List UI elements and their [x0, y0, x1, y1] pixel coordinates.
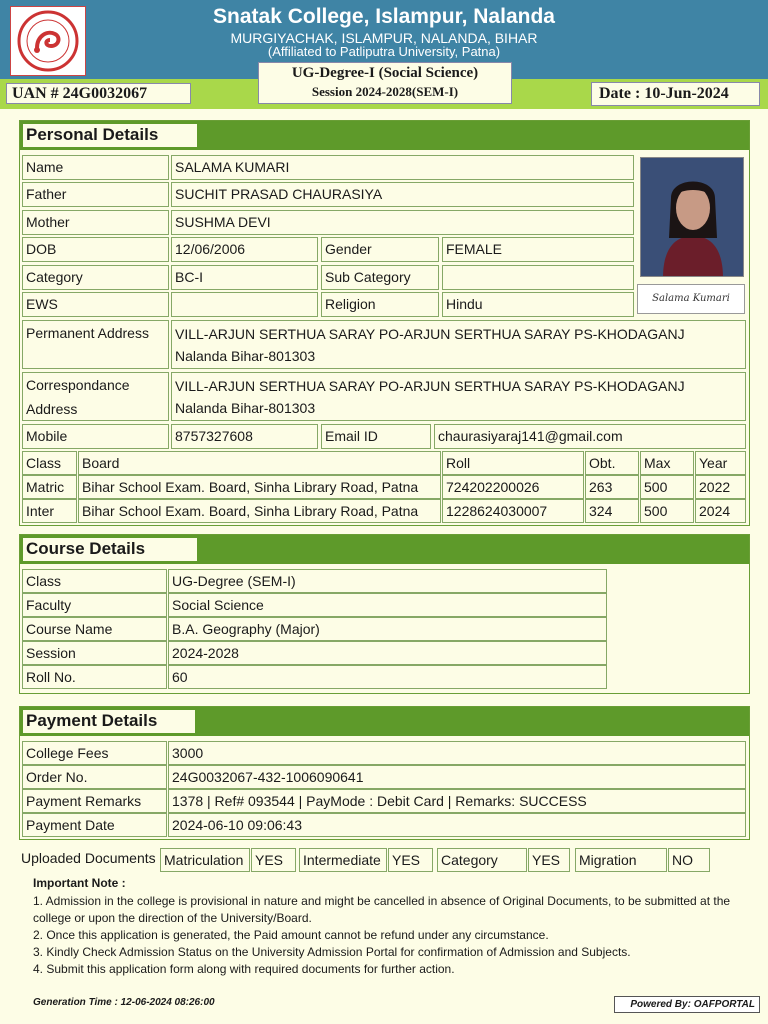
correspondance-address-label: Correspondance Address — [22, 372, 169, 421]
mobile-label: Mobile — [22, 424, 169, 449]
edu-inter-max: 500 — [640, 499, 694, 523]
edu-matric-year: 2022 — [695, 475, 746, 499]
course-class-value: UG-Degree (SEM-I) — [168, 569, 607, 593]
signature-image: Salama Kumari — [637, 284, 745, 314]
edu-matric-board: Bihar School Exam. Board, Sinha Library Road, Patna — [78, 475, 441, 499]
dob-label: DOB — [22, 237, 169, 262]
name-value: SALAMA KUMARI — [171, 155, 634, 180]
permanent-address-line-1: VILL-ARJUN SERTHUA SARAY PO-ARJUN SERTHUA SARAY PS-KHODAGANJ — [175, 326, 685, 342]
doc-matriculation-status: YES — [251, 848, 296, 872]
father-label: Father — [22, 182, 169, 207]
doc-migration-status: NO — [668, 848, 710, 872]
date-text: Date : 10-Jun-2024 — [591, 82, 760, 106]
applicant-photo — [640, 157, 744, 277]
college-affiliation: (Affiliated to Patliputra University, Patna) — [267, 44, 501, 59]
course-title: UG-Degree-I (Social Science) — [291, 65, 479, 81]
edu-matric-max: 500 — [640, 475, 694, 499]
edu-matric-class: Matric — [22, 475, 77, 499]
course-class-label: Class — [22, 569, 167, 593]
email-value: chaurasiyaraj141@gmail.com — [434, 424, 746, 449]
edu-header-max: Max — [640, 451, 694, 475]
payment-date-label: Payment Date — [22, 813, 167, 837]
section-header — [20, 707, 749, 736]
edu-inter-class: Inter — [22, 499, 77, 523]
edu-header-class: Class — [22, 451, 77, 475]
doc-category-status: YES — [528, 848, 570, 872]
permanent-address-value — [171, 320, 746, 369]
uploaded-documents-label: Uploaded Documents — [21, 850, 156, 866]
edu-matric-roll: 724202200026 — [442, 475, 584, 499]
order-no-value: 24G0032067-432-1006090641 — [168, 765, 746, 789]
category-label: Category — [22, 265, 169, 290]
dob-value: 12/06/2006 — [171, 237, 318, 262]
note-line-4: 4. Submit this application form along with required documents for further action. — [33, 962, 455, 976]
course-title-box — [258, 62, 512, 104]
payment-remarks-value: 1378 | Ref# 093544 | PayMode : Debit Card | Remarks: SUCCESS — [168, 789, 746, 813]
correspondance-address-value — [171, 372, 746, 421]
edu-header-year: Year — [695, 451, 746, 475]
section-header — [20, 535, 749, 564]
course-session-label: Session — [22, 641, 167, 665]
note-line-2: 2. Once this application is generated, the Paid amount cannot be refund under any circumstance. — [33, 928, 549, 942]
note-line-3: 3. Kindly Check Admission Status on the University Admission Portal for confirmation of Admission and Subjects. — [33, 945, 631, 959]
category-value: BC-I — [171, 265, 318, 290]
ews-label: EWS — [22, 292, 169, 317]
edu-inter-roll: 1228624030007 — [442, 499, 584, 523]
course-name-value: B.A. Geography (Major) — [168, 617, 607, 641]
section-title: Course Details — [23, 538, 197, 561]
edu-inter-obt: 324 — [585, 499, 639, 523]
payment-date-value: 2024-06-10 09:06:43 — [168, 813, 746, 837]
section-header — [20, 121, 749, 150]
edu-inter-board: Bihar School Exam. Board, Sinha Library Road, Patna — [78, 499, 441, 523]
mobile-value: 8757327608 — [171, 424, 318, 449]
course-roll-label: Roll No. — [22, 665, 167, 689]
name-label: Name — [22, 155, 169, 180]
edu-header-board: Board — [78, 451, 441, 475]
order-no-label: Order No. — [22, 765, 167, 789]
sub-category-label: Sub Category — [321, 265, 439, 290]
ews-value — [171, 292, 318, 317]
doc-category-name: Category — [437, 848, 527, 872]
important-note — [33, 875, 733, 978]
gender-label: Gender — [321, 237, 439, 262]
edu-matric-obt: 263 — [585, 475, 639, 499]
uan-number: UAN # 24G0032067 — [6, 83, 191, 104]
note-title: Important Note : — [33, 876, 126, 890]
doc-matriculation-name: Matriculation — [160, 848, 250, 872]
sub-category-value — [442, 265, 634, 290]
gender-value: FEMALE — [442, 237, 634, 262]
course-faculty-label: Faculty — [22, 593, 167, 617]
permanent-address-label: Permanent Address — [22, 320, 169, 369]
section-title: Personal Details — [23, 124, 197, 147]
correspondance-address-line-1: VILL-ARJUN SERTHUA SARAY PO-ARJUN SERTHUA SARAY PS-KHODAGANJ — [175, 378, 685, 394]
college-seal-icon — [10, 6, 86, 76]
section-title: Payment Details — [23, 710, 195, 733]
mother-value: SUSHMA DEVI — [171, 210, 634, 235]
powered-by: Powered By: OAFPORTAL — [614, 996, 760, 1013]
payment-remarks-label: Payment Remarks — [22, 789, 167, 813]
college-address: MURGIYACHAK, ISLAMPUR, NALANDA, BIHAR — [230, 30, 538, 46]
course-name-label: Course Name — [22, 617, 167, 641]
correspondance-address-line-2: Nalanda Bihar-801303 — [175, 400, 316, 416]
father-value: SUCHIT PRASAD CHAURASIYA — [171, 182, 634, 207]
college-fees-label: College Fees — [22, 741, 167, 765]
email-label: Email ID — [321, 424, 431, 449]
edu-inter-year: 2024 — [695, 499, 746, 523]
doc-intermediate-status: YES — [388, 848, 433, 872]
college-name: Snatak College, Islampur, Nalanda — [213, 5, 555, 28]
mother-label: Mother — [22, 210, 169, 235]
doc-migration-name: Migration — [575, 848, 667, 872]
edu-header-roll: Roll — [442, 451, 584, 475]
note-line-1: 1. Admission in the college is provisional in nature and might be cancelled in absence of Original Documents, to be submitted at the college or upon the direction of the University/Board. — [33, 894, 731, 925]
course-faculty-value: Social Science — [168, 593, 607, 617]
religion-value: Hindu — [442, 292, 634, 317]
session-text: Session 2024-2028(SEM-I) — [311, 84, 459, 99]
college-fees-value: 3000 — [168, 741, 746, 765]
course-roll-value: 60 — [168, 665, 607, 689]
religion-label: Religion — [321, 292, 439, 317]
edu-header-obt: Obt. — [585, 451, 639, 475]
generation-time: Generation Time : 12-06-2024 08:26:00 — [33, 997, 215, 1008]
doc-intermediate-name: Intermediate — [299, 848, 387, 872]
course-session-value: 2024-2028 — [168, 641, 607, 665]
permanent-address-line-2: Nalanda Bihar-801303 — [175, 348, 316, 364]
